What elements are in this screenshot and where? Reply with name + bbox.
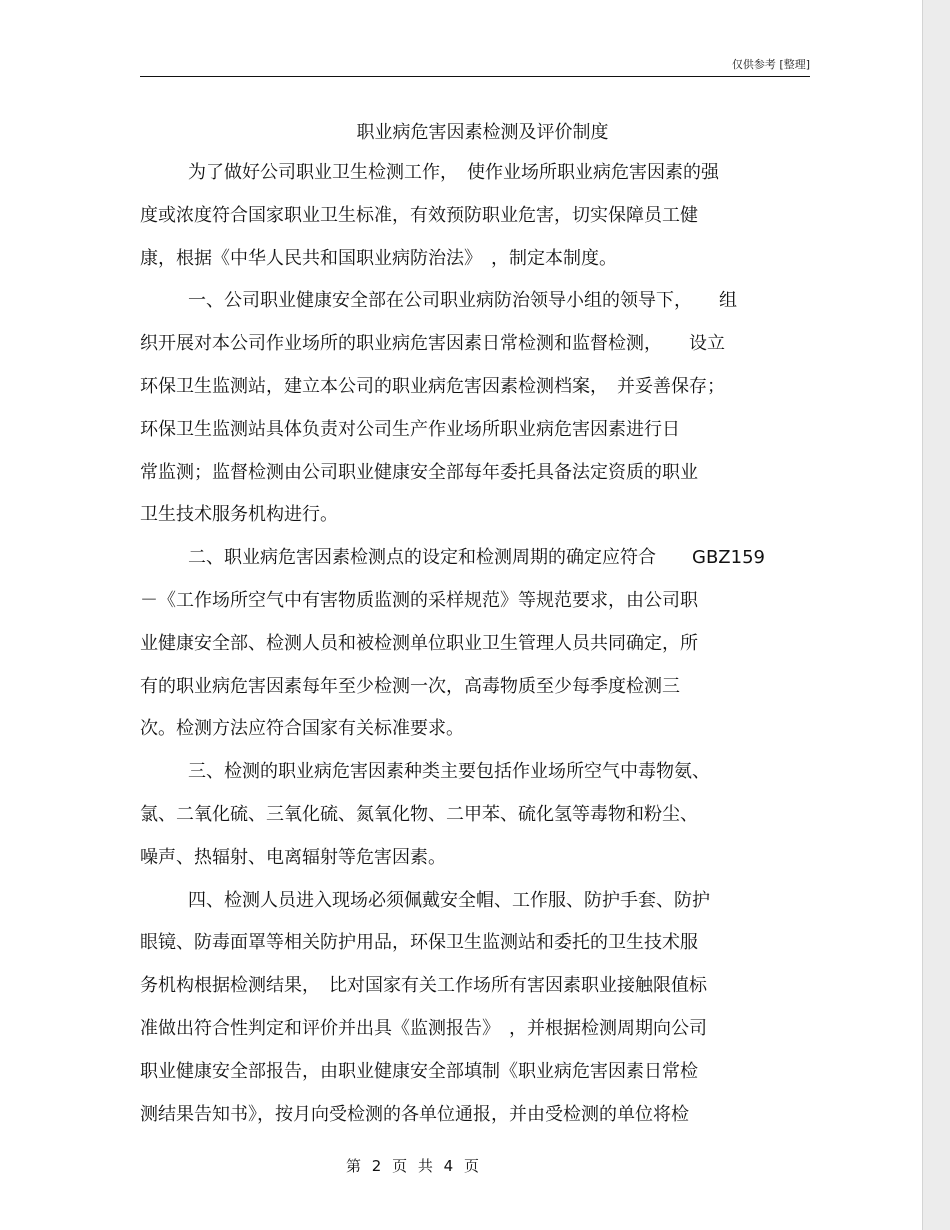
paragraph-line: 测结果告知书》，按月向受检测的各单位通报，并由受检测的单位将检 [140,1103,689,1125]
paragraph-line: 准做出符合性判定和评价并出具《监测报告》 ，并根据检测周期向公司 [140,1017,707,1039]
paragraph-line: 二、职业病危害因素检测点的设定和检测周期的确定应符合 GBZ159 [188,547,765,569]
paragraph-line: 四、检测人员进入现场必须佩戴安全帽、工作服、防护手套、防护 [188,889,710,911]
paragraph-line: 业健康安全部、检测人员和被检测单位职业卫生管理人员共同确定，所 [140,632,698,654]
paragraph-line: 噪声、热辐射、电离辐射等危害因素。 [140,846,446,868]
paragraph-line: 务机构根据检测结果， 比对国家有关工作场所有害因素职业接触限值标 [140,975,707,997]
paragraph-line: 三、检测的职业病危害因素种类主要包括作业场所空气中毒物氨、 [188,761,710,783]
header-note: 仅供参考 [整理] [731,58,810,71]
paragraph-line: 康，根据《中华人民共和国职业病防治法》 ，制定本制度。 [140,247,617,269]
paragraph-line: 环保卫生监测站具体负责对公司生产作业场所职业病危害因素进行日 [140,418,680,440]
paragraph-line: 卫生技术服务机构进行。 [140,504,338,526]
paragraph-line: 常监测；监督检测由公司职业健康安全部每年委托具备法定资质的职业 [140,461,698,483]
paragraph-line: 为了做好公司职业卫生检测工作， 使作业场所职业病危害因素的强 [188,162,719,183]
document-title: 职业病危害因素检测及评价制度 [356,122,609,143]
paragraph-line: 织开展对本公司作业场所的职业病危害因素日常检测和监督检测， 设立 [140,333,725,355]
paragraph-line: 度或浓度符合国家职业卫生标准，有效预防职业危害，切实保障员工健 [140,204,698,226]
paragraph-5 [140,886,830,1143]
paragraph-2 [140,286,830,543]
paragraph-line: 氯、二氧化硫、三氧化硫、氮氧化物、二甲苯、硫化氢等毒物和粉尘、 [140,803,698,825]
document-body [140,158,830,1142]
paragraph-3 [140,543,830,757]
paragraph-line: 环保卫生监测站，建立本公司的职业病危害因素检测档案， 并妥善保存； [140,375,725,397]
paragraph-line: 次。检测方法应符合国家有关标准要求。 [140,718,464,740]
paragraph-line: －《工作场所空气中有害物质监测的采样规范》等规范要求，由公司职 [140,589,698,611]
paragraph-line: 有的职业病危害因素每年至少检测一次，高毒物质至少每季度检测三 [140,675,680,697]
paragraph-line: 一、公司职业健康安全部在公司职业病防治领导小组的领导下， 组 [188,290,737,312]
paragraph-1 [140,158,830,286]
paragraph-4 [140,757,830,885]
page-number: 第 2 页 共 4 页 [346,1157,479,1175]
header-rule [140,76,810,77]
paragraph-line: 职业健康安全部报告，由职业健康安全部填制《职业病危害因素日常检 [140,1060,698,1082]
paragraph-line: 眼镜、防毒面罩等相关防护用品，环保卫生监测站和委托的卫生技术服 [140,932,698,954]
